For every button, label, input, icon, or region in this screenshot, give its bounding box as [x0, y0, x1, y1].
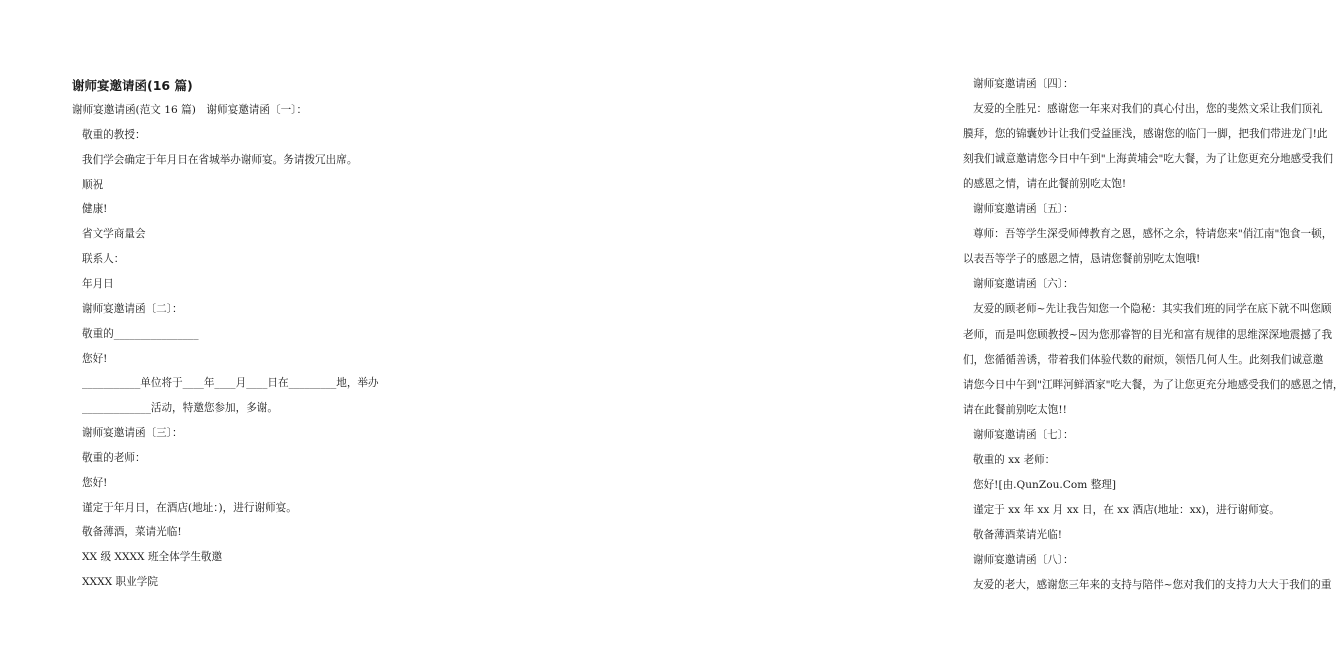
text-line: 您好! [82, 476, 108, 489]
text-line: 顺祝 [82, 178, 104, 191]
text-line: 敬备薄酒，菜请光临! [82, 526, 182, 539]
text-line: 省文学商量会 [82, 228, 146, 241]
text-line: 友爱的老大，感谢您三年来的支持与陪伴~您对我们的支持力大大于我们的重 [973, 579, 1332, 591]
text-line: 谢师宴邀请函〔五〕： [973, 203, 1074, 216]
text-line: 敬备薄酒菜请光临! [973, 528, 1063, 541]
text-line: XX 级 XXXX 班全体学生敬邀 [82, 551, 223, 564]
text-line: 您好! [82, 352, 108, 365]
text-line: 谢师宴邀请函〔二〕： [82, 302, 183, 315]
text-line: 敬重的 xx 老师： [973, 453, 1056, 466]
text-line: ___________单位将于____年____月____日在_________地，举办 [82, 377, 379, 390]
text-line: 们，您循循善诱，带着我们体验代数的耐烦，领悟几何人生。此刻我们诚意邀 [963, 353, 1324, 366]
text-line: 敬重的________________ [82, 327, 199, 340]
text-line: 健康! [82, 203, 108, 216]
text-line: 谨定于 xx 年 xx 月 xx 日，在 xx 酒店(地址：xx)，进行谢师宴。 [973, 503, 1280, 516]
text-line: 谢师宴邀请函〔八〕： [973, 553, 1074, 566]
text-line: 请您今日中午到"江畔河鲜酒家"吃大餐，为了让您更充分地感受我们的感恩之情， [963, 378, 1344, 391]
text-line: 谢师宴邀请函(范文 16 篇) 谢师宴邀请函〔一〕： [72, 104, 308, 116]
text-line: 谢师宴邀请函〔七〕： [973, 428, 1074, 441]
text-line: XXXX 职业学院 [82, 576, 158, 589]
text-line: 以表吾等学子的感恩之情，恳请您餐前别吃太饱哦! [963, 253, 1201, 266]
text-line: 友爱的顾老师~先让我告知您一个隐秘：其实我们班的同学在底下就不叫您顾 [973, 303, 1332, 316]
text-line: 敬重的教授： [82, 128, 146, 141]
text-line: 您好![由.QunZou.Com 整理] [973, 478, 1117, 491]
text-line: 谢师宴邀请函〔六〕： [973, 278, 1074, 291]
text-line: 我们学会确定于年月日在省城举办谢师宴。务请拨冗出席。 [82, 153, 358, 166]
text-line: _____________活动，特邀您参加，多谢。 [82, 402, 278, 415]
text-line: 膜拜，您的锦囊妙计让我们受益匪浅，感谢您的临门一脚，把我们带进龙门!此 [963, 128, 1328, 141]
document-title: 谢师宴邀请函(16 篇) [72, 78, 193, 93]
text-line: 谢师宴邀请函〔三〕： [82, 427, 183, 440]
text-line: 的感恩之情，请在此餐前别吃太饱! [963, 178, 1127, 191]
text-line: 刻我们诚意邀请您今日中午到"上海黄埔会"吃大餐，为了让您更充分地感受我们 [963, 153, 1333, 166]
text-line: 谢师宴邀请函〔四〕： [973, 78, 1074, 90]
text-line: 年月日 [82, 277, 114, 290]
text-line: 老师，而是叫您顾教授~因为您那睿智的目光和富有规律的思维深深地震撼了我 [963, 328, 1333, 341]
text-line: 尊师：吾等学生深受师傅教育之恩，感怀之余，特请您来"俏江南"饱食一顿， [973, 228, 1333, 241]
text-line: 谨定于年月日，在酒店(地址：)，进行谢师宴。 [82, 501, 297, 514]
text-line: 联系人： [82, 253, 125, 266]
text-line: 敬重的老师： [82, 451, 146, 464]
text-line: 请在此餐前别吃太饱!! [963, 403, 1067, 416]
text-line: 友爱的全胜兄：感谢您一年来对我们的真心付出，您的斐然文采让我们顶礼 [973, 103, 1323, 116]
